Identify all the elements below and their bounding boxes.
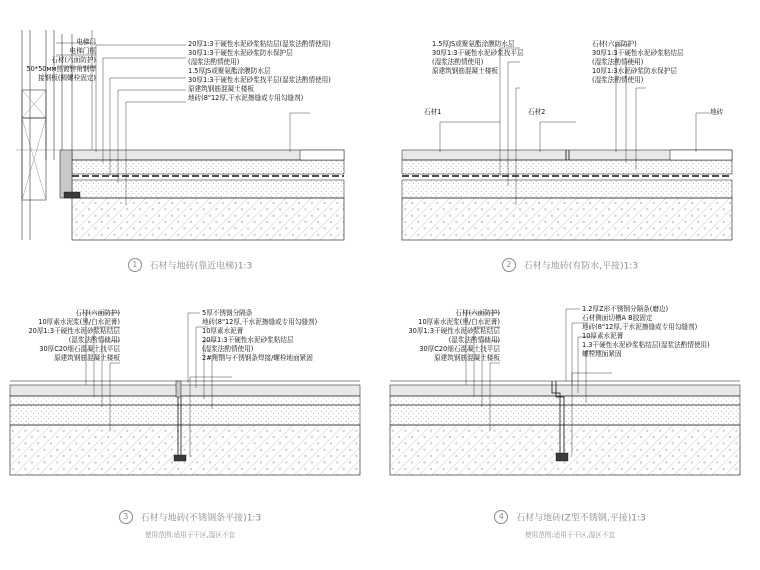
note-text: 原建筑钢筋混凝土楼板	[188, 85, 254, 93]
note-text: 石材侧面切槽A B胶固定	[582, 314, 653, 322]
note-text: 原建筑钢筋混凝土楼板	[434, 354, 500, 362]
detail-1-number: 1	[128, 258, 142, 272]
note-text: (湿浆法酌情使用)	[592, 76, 644, 84]
note-text: 1.5厚JS或聚氨酯涂膜防水层	[188, 67, 271, 75]
note-text: 50*50мм热镀锌角钢焊	[26, 65, 96, 73]
note-text: 10厚素水泥浆(黑/白水泥膏)	[418, 318, 500, 326]
note-text: 20厚1:3干硬性水泥砂浆粘结层(湿浆法酌情使用)	[188, 40, 331, 48]
detail-1-right-notes	[188, 40, 331, 103]
note-text: 石材2	[528, 108, 546, 116]
detail-2-tile-note	[710, 108, 723, 117]
note-text: (湿浆法酌情使用)	[432, 58, 484, 66]
note-text: 电梯门	[76, 38, 96, 46]
detail-2-title: 石材与地砖(有防水,平接)1:3	[523, 261, 639, 272]
detail-3-footer: 使用范围:适用于干区,湿区不宜	[144, 531, 236, 539]
detail-2-center-notes	[432, 40, 524, 76]
note-text: 1.5厚JS或聚氨酯涂膜防水层	[432, 40, 515, 48]
note-text: 电梯门框	[69, 47, 96, 55]
note-text: 5厚不锈钢分隔条	[202, 309, 253, 317]
detail-2-left-notes-2	[528, 108, 545, 117]
note-text: 地砖	[710, 108, 724, 116]
detail-1-caption	[0, 258, 380, 272]
detail-3-title: 石材与地砖(不锈钢条平接)1:3	[140, 513, 262, 524]
detail-1-left-notes	[0, 38, 96, 83]
detail-4-right-notes	[582, 305, 710, 359]
detail-3-caption	[0, 510, 380, 524]
note-text: (湿浆法酌情使用)	[68, 336, 120, 344]
detail-4-footer: 使用范围:适用于干区,湿区不宜	[524, 531, 616, 539]
note-text: 20厚1:3干硬性水泥砂浆粘结层	[28, 327, 120, 335]
note-text: 30厚C20细石混凝土找平层	[39, 345, 120, 353]
detail-3-right-notes	[202, 309, 317, 363]
detail-4-caption	[380, 510, 760, 524]
note-text: 2#角钢与不锈钢条焊接/螺栓地面紧固	[202, 354, 313, 362]
detail-3	[0, 285, 380, 570]
note-text: 螺栓地面紧固	[582, 350, 622, 358]
note-text: 1.3干硬性水泥砂浆粘结层(湿浆法酌情使用)	[582, 341, 710, 349]
note-text: (湿浆法酌情使用)	[448, 336, 500, 344]
note-text: 石材(六面防护)	[592, 40, 637, 48]
note-text: 20厚1:3干硬性水泥砂浆粘结层	[202, 336, 294, 344]
note-text: 原建筑钢筋混凝土楼板	[54, 354, 120, 362]
detail-3-number: 3	[119, 510, 133, 524]
note-text: 接钢板(圆螺栓固定)	[38, 74, 96, 82]
note-text: 30厚1:3干硬性水泥砂浆找平层(湿浆法酌情使用)	[188, 76, 331, 84]
note-text: 30厚1:3干硬性水泥砂浆粘结层	[408, 327, 500, 335]
note-text: 10厚1:3水泥砂浆防水保护层	[592, 67, 677, 75]
note-text: 30厚1:3干硬性水泥砂浆防水保护层	[188, 49, 293, 57]
note-text: 10厚素水泥膏	[202, 327, 244, 335]
note-text: 10厚素水泥浆(黑/白水泥膏)	[38, 318, 120, 326]
note-text: 原建筑钢筋混凝土楼板	[432, 67, 498, 75]
note-text: 石材(六面防护)	[455, 309, 500, 317]
detail-2-caption	[380, 258, 760, 272]
detail-4	[380, 285, 760, 570]
note-text: (湿浆法酌情使用)	[202, 345, 254, 353]
note-text: 30厚1:3干硬性水泥砂浆粘结层	[592, 49, 684, 57]
note-text: 地砖(8"12厚,干水泥擦缝或专用勾缝剂)	[188, 94, 304, 102]
note-text: 地砖(8"12厚,干水泥擦缝或专用勾缝剂)	[202, 318, 318, 326]
detail-4-left-notes	[380, 309, 500, 363]
detail-3-left-notes	[0, 309, 120, 363]
note-text: 30厚1:3干硬性水泥砂浆找平层	[432, 49, 524, 57]
note-text: 地砖(8"12厚,干水泥擦缝或专用勾缝剂)	[582, 323, 698, 331]
note-text: 1.2厚Z形不锈钢分隔条(磨边)	[582, 305, 669, 313]
note-text: 30厚C20细石混凝土找平层	[419, 345, 500, 353]
detail-4-title: 石材与地砖(Z型不锈钢,平接)1:3	[516, 513, 646, 524]
detail-1-title: 石材与地砖(靠近电梯)1:3	[149, 261, 253, 272]
detail-4-number: 4	[494, 510, 508, 524]
detail-1	[0, 0, 380, 285]
note-text: (湿浆法酌情使用)	[188, 58, 240, 66]
detail-2-left-notes	[424, 108, 441, 117]
detail-2-right-notes	[592, 40, 684, 85]
note-text: (湿浆法酌情使用)	[592, 58, 644, 66]
note-text: 石材(六面防护)	[75, 309, 120, 317]
note-text: 10厚素水泥膏	[582, 332, 624, 340]
detail-2	[380, 0, 760, 285]
detail-2-drawing	[380, 0, 760, 250]
note-text: 石材1	[424, 108, 442, 116]
note-text: 石材(六面防护)	[51, 56, 96, 64]
detail-2-number: 2	[502, 258, 516, 272]
